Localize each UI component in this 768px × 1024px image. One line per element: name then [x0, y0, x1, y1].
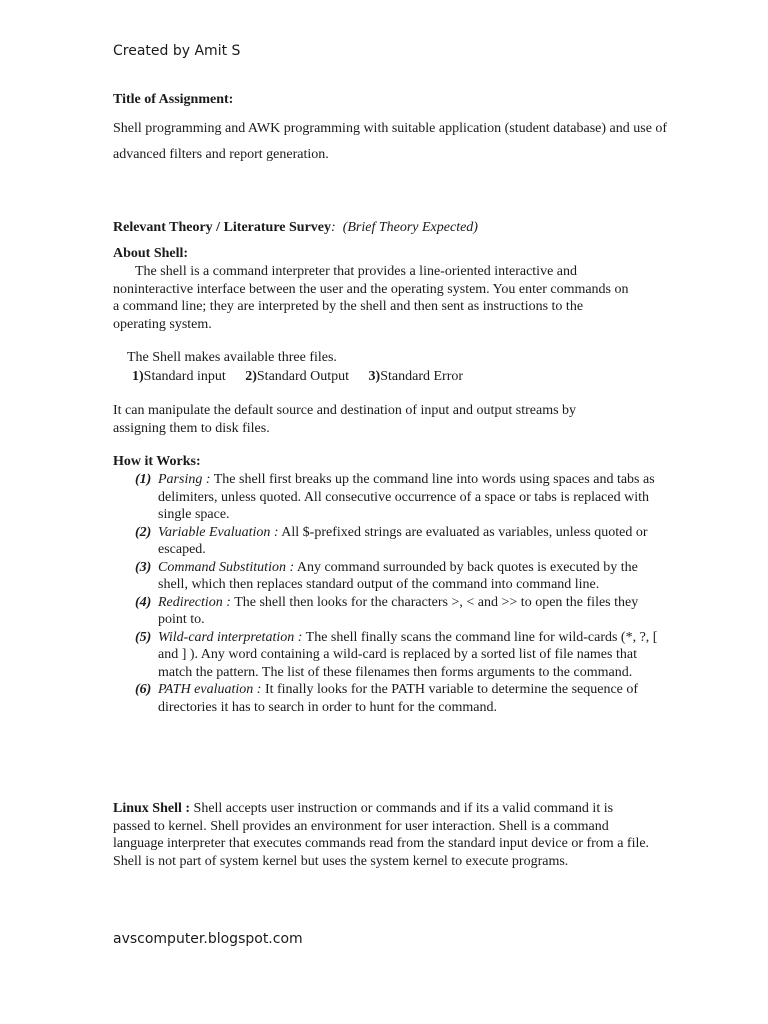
theory-heading-text: Relevant Theory / Literature Survey — [113, 220, 332, 235]
manipulate-paragraph: It can manipulate the default source and destination of input and output streams by assigning them to disk files. — [113, 403, 577, 436]
item-term: Parsing : — [158, 472, 211, 487]
item-text: Any command surrounded by back quotes is executed by the shell, which then replaces standard output of the command into command line. — [158, 559, 638, 592]
file-label: Standard Output — [256, 369, 350, 384]
item-number: (6) — [135, 682, 152, 697]
about-shell-heading: About Shell: — [113, 246, 189, 261]
theory-heading — [113, 220, 478, 236]
linux-shell-label: Linux Shell : — [113, 801, 191, 816]
linux-shell-paragraph — [113, 800, 653, 870]
list-item — [113, 681, 658, 716]
item-number: (2) — [135, 524, 152, 540]
file-item — [369, 369, 463, 384]
about-shell-paragraph: The shell is a command interpreter that provides a line-oriented interactive and noninteractive interface between the user and the operating system. You enter commands on a command line; they are interpreted by the shell and then sent as instructions to the operating system. — [113, 264, 629, 332]
theory-heading-colon: : — [331, 220, 336, 235]
files-intro: The Shell makes available three files. — [127, 350, 337, 365]
file-number: 2) — [245, 369, 257, 384]
file-number: 3) — [368, 369, 381, 384]
file-label: Standard Error — [380, 369, 464, 384]
item-number: (5) — [135, 629, 152, 645]
file-item — [245, 369, 349, 384]
item-text: The shell first breaks up the command line into words using spaces and tabs as delimiters, unless quoted. All consecutive occurrence of a space or tabs is replaced with single space. — [158, 472, 655, 522]
page-footer: avscomputer.blogspot.com — [113, 931, 303, 947]
list-item — [113, 629, 658, 682]
files-list — [132, 368, 463, 386]
item-text: The shell finally scans the command line for wild-cards (*, ?, [ and ] ). Any word containing a wild-card is replaced by a sorted list of file names that match the pattern. The list of these filenames then forms arguments to the command. — [158, 629, 658, 680]
item-text: All $-prefixed strings are evaluated as variables, unless quoted or escaped. — [158, 524, 648, 557]
list-item — [113, 524, 658, 559]
item-term: PATH evaluation : — [158, 682, 262, 697]
list-item — [113, 471, 658, 524]
item-term: Redirection : — [158, 594, 231, 610]
how-it-works-heading: How it Works: — [113, 454, 201, 469]
item-number: (1) — [135, 472, 152, 487]
item-term: Wild-card interpretation : — [158, 629, 303, 645]
item-number: (4) — [135, 594, 152, 610]
list-item — [113, 559, 658, 594]
assignment-title-label: Title of Assignment: — [113, 92, 234, 107]
assignment-body: Shell programming and AWK programming with suitable application (student database) and use of advanced filters and report generation. — [113, 121, 668, 162]
item-number: (3) — [135, 559, 152, 575]
page-header: Created by Amit S — [113, 43, 241, 59]
list-item — [113, 594, 658, 629]
file-label: Standard input — [143, 369, 226, 384]
item-text: The shell then looks for the characters >, < and >> to open the files they point to. — [158, 594, 639, 627]
file-number: 1) — [132, 369, 144, 384]
how-it-works-list — [113, 471, 658, 716]
item-text: It finally looks for the PATH variable to determine the sequence of directories it has to search in order to hunt for the command. — [158, 682, 639, 715]
item-term: Variable Evaluation : — [158, 524, 279, 540]
theory-note: (Brief Theory Expected) — [342, 220, 478, 235]
item-term: Command Substitution : — [158, 559, 295, 575]
linux-shell-text: Shell accepts user instruction or commands and if its a valid command it is passed to kernel. Shell provides an environment for user interaction. Shell is a command language interpreter that executes commands read from the standard input device or from a file. Shell is not part of system kernel but uses the system kernel to execute programs. — [113, 801, 650, 869]
file-item — [132, 369, 226, 384]
